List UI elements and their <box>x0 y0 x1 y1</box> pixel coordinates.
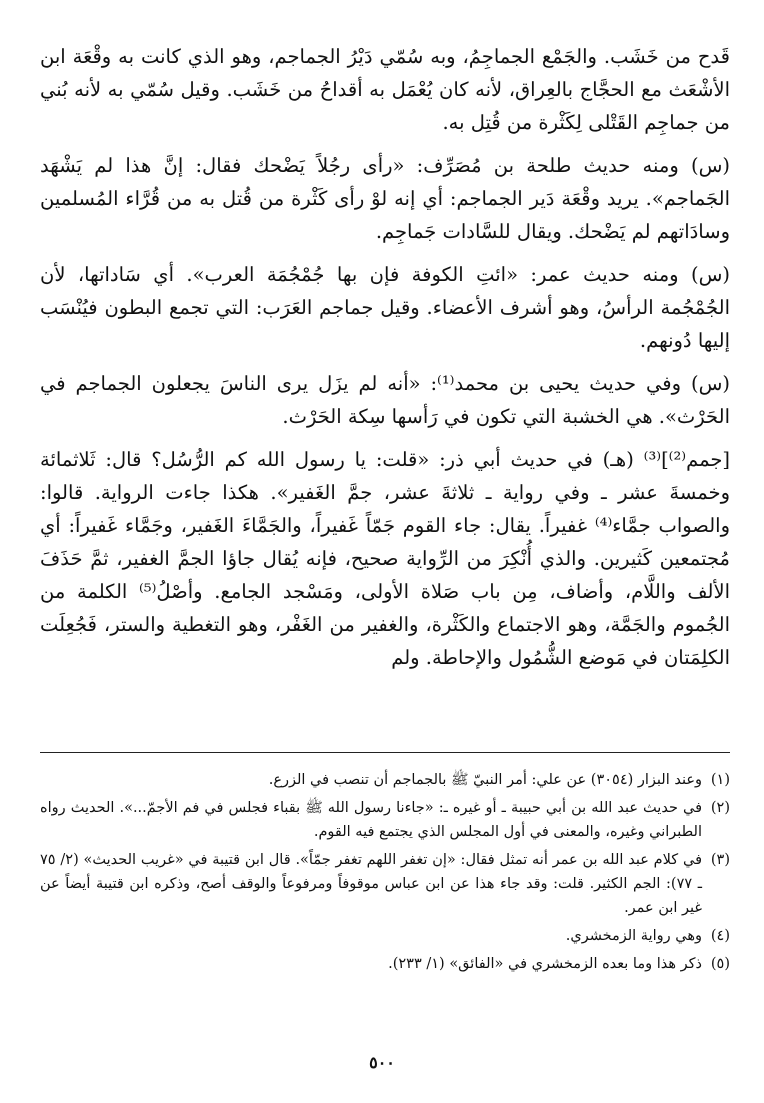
footnote-2 <box>40 796 730 844</box>
footnote-5 <box>40 952 730 976</box>
footnote-text: في حديث عبد الله بن أبي حبيبة ـ أو غيره ـ: «جاءنا رسول الله ﷺ بقباء فجلس في فم الأجمّ...». الحديث رواه الطبراني وغيره، والمعنى في أول المجلس الذي يجتمع فيه القوم. <box>40 800 702 840</box>
paragraph-3: (س) ومنه حديث عمر: «ائتِ الكوفة فإن بها جُمْجُمَة العرب». أي سَاداتها، لأن الجُمْجُمة الرأسُ، وهو أشرف الأعضاء. وقيل جماجم العَرَب: التي تجمع البطون فيُنْسَب إليها دُونهم. <box>40 263 730 352</box>
footnote-text: وعند البزار (٣٠٥٤) عن علي: أمر النبيّ ﷺ بالجماجم أن تنصب في الزرع. <box>268 772 702 788</box>
footnotes <box>40 768 730 980</box>
paragraph-5: [جمم⁽²⁾]⁽³⁾ (هـ) في حديث أبي ذر: «قلت: يا رسول الله كم الرُّسُل؟ قال: ثَلاثمائة وخمسةَ عشر ـ وفي رواية ـ ثلاثةَ عشر، جمَّ الغَفير». هكذا جاءت الرواية. قالوا: والصواب جمَّاء⁽⁴⁾ غفيراً. يقال: جاء القوم جَمّاً غَفيراً، والجَمَّاءَ الغَفير، وجَمَّاء غَفيراً: أي مُجتمعين كَثيرين. والذي أُنْكِرَ من الرِّواية صحيح، فإنه يُقال جاؤا الجمَّ الغفير، ثمَّ حَذَفَ الألف واللَّام، وأضاف، مِن باب صَلاة الأولى، ومَسْجد الجامع. وأصْلُ⁽⁵⁾ الكلمة من الجُموم والجَمَّة، وهو الاجتماع والكَثْرة، والغفير من الغَفْر، وهو التغطية والستر، فَجُعِلَت الكلِمَتان في مَوضع الشُّمُول والإحاطة. ولم <box>40 448 730 669</box>
footnote-text: في كلام عبد الله بن عمر أنه تمثل فقال: «إن تغفر اللهم تغفر جمّاً». قال ابن قتيبة في «غريب الحديث» (٢/ ٧٥ ـ ٧٧): الجم الكثير. قلت: وقد جاء هذا عن ابن عباس موقوفاً ومرفوعاً والوقف أصح، وذكره ابن قتيبة أيضاً عن غير ابن عمر. <box>40 852 703 916</box>
paragraph-4: (س) وفي حديث يحيى بن محمد⁽¹⁾: «أنه لم يزَل يرى الناسَ يجعلون الجماجم في الحَرْث». هي الخشبة التي تكون في رَأسها سِكة الحَرْث. <box>40 372 730 428</box>
footnote-3 <box>40 848 730 920</box>
footnote-number: (٢) <box>710 800 730 816</box>
page-number: ٥٠٠ <box>369 1053 395 1072</box>
main-text <box>40 40 730 684</box>
footnote-text: وهي رواية الزمخشري. <box>565 928 702 944</box>
footnote-1 <box>40 768 730 792</box>
paragraph-2: (س) ومنه حديث طلحة بن مُصَرِّف: «رأى رجُلاً يَضْحك فقال: إنَّ هذا لم يَشْهَد الجَماجم». يريد وقْعَة دَير الجماجم: أي إنه لوْ رأى كَثْرة من قُتل به من قُرَّاء المُسلمين وسادَاتهم لم يَضْحك. ويقال للسَّادات جَماجِم. <box>40 154 730 243</box>
footnote-number: (٥) <box>710 956 730 972</box>
footnote-number: (٣) <box>710 852 730 868</box>
footnote-text: ذكر هذا وما بعده الزمخشري في «الفائق» (١/ ٢٣٣). <box>388 956 702 972</box>
footnote-number: (١) <box>710 772 730 788</box>
footnote-divider <box>40 752 730 753</box>
footnote-number: (٤) <box>710 928 730 944</box>
paragraph-1: قَدح من خَشَب. والجَمْع الجماجِمُ، وبه سُمّي دَيْرُ الجماجم، وهو الذي كانت به وقْعَة ابن الأشْعَث مع الحجَّاج بالعِراق، لأنه كان يُعْمَل به أقداحُ من خَشَب. وقيل سُمّي به لأنه بُني من جماجِم القَتْلى لِكَثْرة من قُتِل به. <box>40 45 730 134</box>
footnote-4 <box>40 924 730 948</box>
